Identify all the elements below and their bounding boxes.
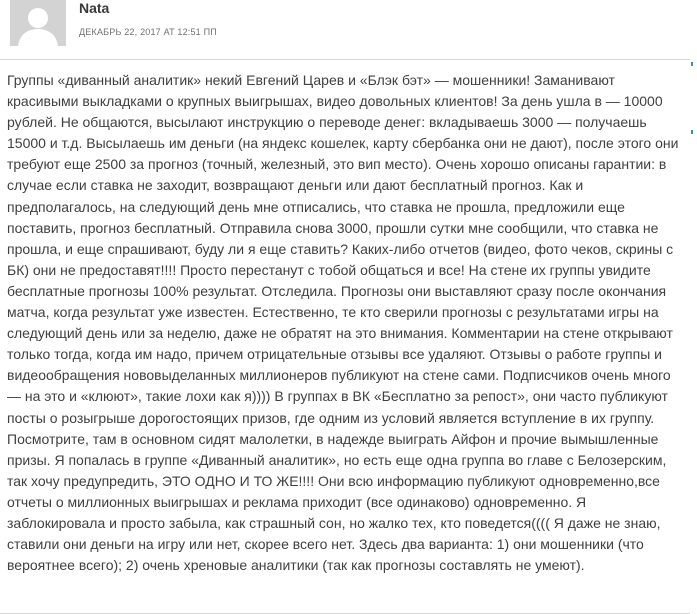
default-user-avatar-icon [10, 0, 66, 46]
comment-text: Группы «диванный аналитик» некий Евгений Царев и «Блэк бэт» — мошенники! Заманивают красивыми выкладками о крупных выигрышах, видео довольных клиентов! За день ушла в — 10000 рублей. Не общаются, высылают инструкцию о переводе денег: вкладываешь 3000 — получаешь 15000 и т.д. Высылаешь им деньги (на яндекс кошелек, карту сбербанка они не дают), после этого они требуют еще 2500 за прогноз (точный, железный, это вип место). Очень хорошо описаны гарантии: в случае если ставка не заходит, возвращают деньги или дают бесплатный прогноз. Как и предполагалось, на следующий день мне отписались, что ставка не прошла, предложили еще поставить, прогноз бесплатный. Отправила снова 3000, прошли сутки мне сообщили, что ставка не прошла, и еще спрашивают, буду ли я еще ставить? Каких-либо отчетов (видео, фото чеков, скрины с БК) они не предоставят!!!! Просто перестанут с тобой общаться и все! На стене их группы увидите бесплатные прогнозы 100% результат. Отследила. Прогнозы они выставляют сразу после окончания матча, когда результат уже известен. Естественно, те кто сверили прогнозы с результатами игры на следующий день или за неделю, даже не обратят на это внимания. Комментарии на стене открывают только тогда, когда им надо, причем отрицательные отзывы все удаляют. Отзывы о работе группы и видеообращения нововыделанных миллионеров публикуют на стене сами. Подписчиков очень много — на это и «клюют», такие лохи как я)))) В группах в ВК «Бесплатно за репост», они часто публикуют посты о розыгрыше дорогостоящих призов, где одним из условий является вступление в их группу. Посмотрите, там в основном сидят малолетки, в надежде выиграть Айфон и прочие вымышленные призы. Я попалась в группе «Диванный аналитик», но есть еще одна группа во главе с Белозерским, так хочу предупредить, ЭТО ОДНО И ТО ЖЕ!!!! Они всю информацию публикуют одновременно,все отчеты о миллионных выигрышах и реклама приходит (все одинаково) одновременно. Я заблокировала и просто забыла, как страшный сон, но жалко тех, кто поведется(((( Я даже не знаю, ставили они деньги на игру или нет, скорее всего нет. Здесь два варианта: 1) они мошенники (что вероятнее всего); 2) очень хреновые аналитики (так как прогнозы составлять не умеют). [7, 72, 679, 574]
comment-date[interactable]: ДЕКАБРЬ 22, 2017 AT 12:51 ПП [79, 27, 217, 37]
scroll-edge-marker [691, 62, 693, 66]
avatar [10, 0, 66, 46]
comment-author[interactable]: Nata [79, 0, 110, 16]
scroll-edge-marker [691, 130, 693, 134]
